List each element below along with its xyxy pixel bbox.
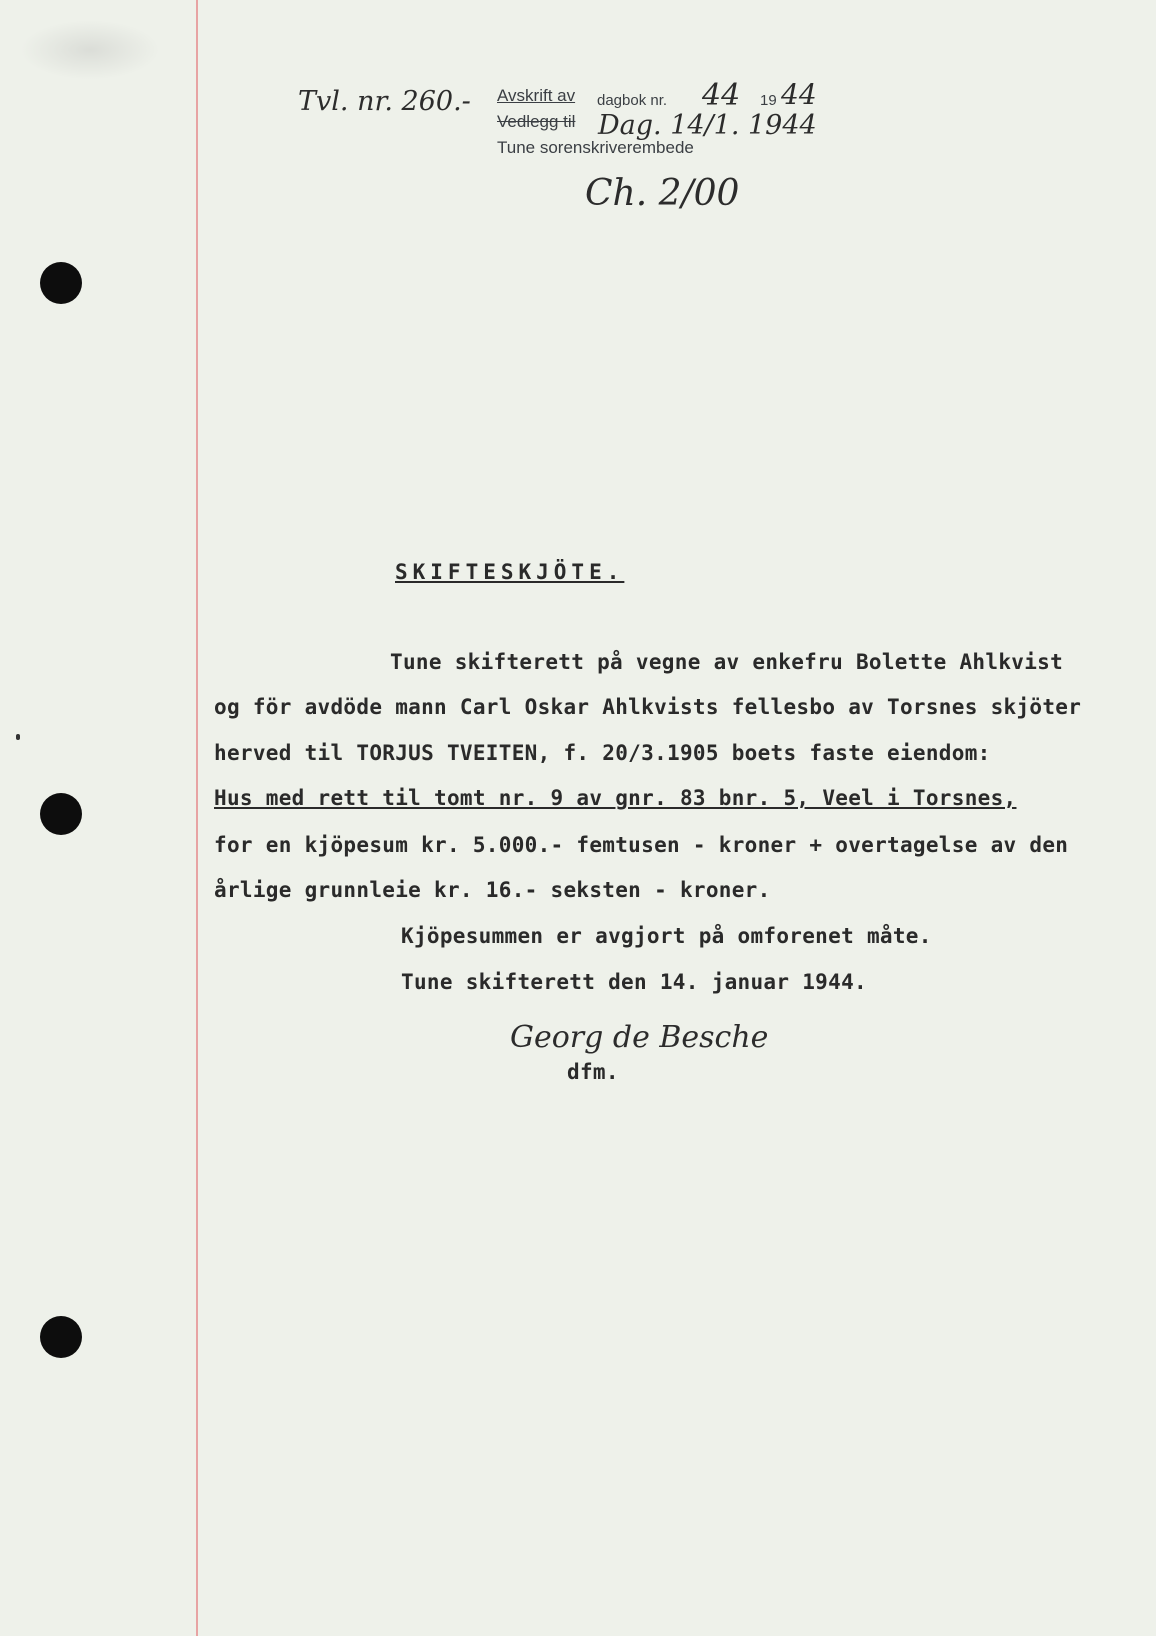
handwritten-year: 44: [781, 78, 817, 111]
margin-line: [196, 0, 198, 1636]
punch-hole-top: [40, 262, 82, 304]
body-line-3: herved til TORJUS TVEITEN, f. 20/3.1905 boets faste eiendom:: [214, 741, 991, 765]
stamp-year-prefix: 19: [760, 92, 777, 109]
handwritten-fee: Ch. 2/00: [585, 173, 740, 214]
punch-hole-bottom: [40, 1316, 82, 1358]
handwritten-reference: Tvl. nr. 260.-: [298, 86, 471, 117]
stamp-dagbok: dagbok nr.: [597, 92, 668, 109]
punch-hole-middle: [40, 793, 82, 835]
signature-title: dfm.: [567, 1060, 619, 1084]
handwritten-dagbok-number: 44: [702, 78, 741, 113]
body-line-5: for en kjöpesum kr. 5.000.- femtusen - kroner + overtagelse av den: [214, 833, 1069, 857]
body-line-4: Hus med rett til tomt nr. 9 av gnr. 83 bnr. 5, Veel i Torsnes,: [214, 786, 1017, 810]
body-line-7: Kjöpesummen er avgjort på omforenet måte.: [401, 924, 932, 948]
signature: Georg de Besche: [510, 1020, 769, 1055]
document-title: SKIFTESKJÖTE.: [395, 560, 625, 584]
stamp-avskrift: Avskrift av: [497, 86, 576, 105]
stamp-office: Tune sorenskriverembede: [497, 138, 694, 157]
body-line-8: Tune skifterett den 14. januar 1944.: [401, 970, 867, 994]
stamp-vedlegg: Vedlegg til: [497, 112, 576, 131]
ink-dot: [16, 734, 20, 740]
body-line-2: og för avdöde mann Carl Oskar Ahlkvists fellesbo av Torsnes skjöter: [214, 695, 1082, 719]
corner-smudge: [20, 20, 160, 80]
body-line-6: årlige grunnleie kr. 16.- seksten - kroner.: [214, 878, 771, 902]
body-line-1: Tune skifterett på vegne av enkefru Bolette Ahlkvist: [390, 650, 1064, 674]
handwritten-date: Dag. 14/1. 1944: [598, 110, 817, 141]
